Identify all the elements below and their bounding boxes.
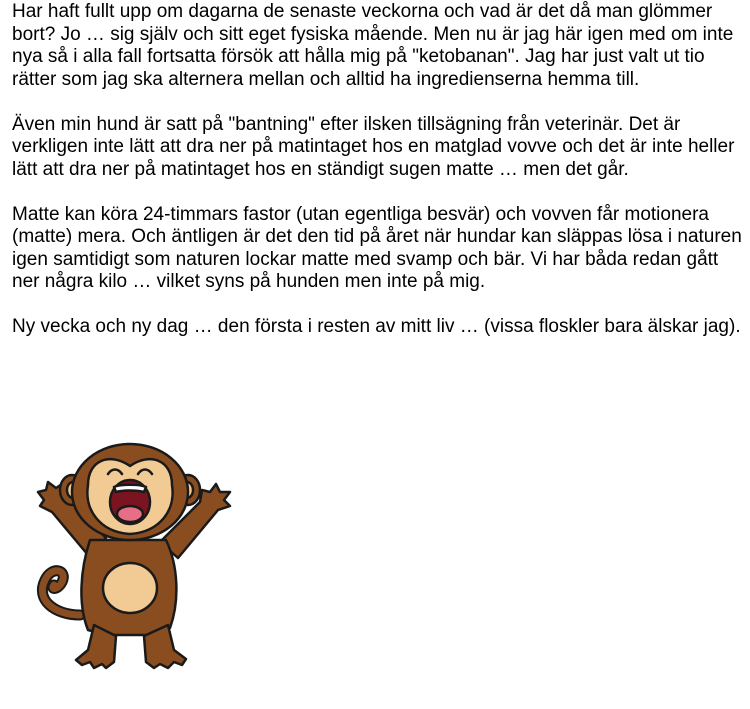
paragraph-2: Även min hund är satt på "bantning" efter ilsken tillsägning från veterinär. Det är verkligen inte lätt att dra ner på matintaget hos en matglad vovve och det är inte heller lätt att dra ner på matintaget hos en ständigt sugen matte … men det går. [12, 113, 735, 180]
cheering-monkey-icon [10, 440, 250, 680]
blog-post-body [12, 1, 742, 361]
paragraph-3: Matte kan köra 24-timmars fastor (utan egentliga besvär) och vovven får motionera (matte) mera. Och äntligen är det den tid på året när hundar kan släppas lösa i naturen igen samtidigt som naturen lockar matte med svamp och bär. Vi har båda redan gått ner några kilo … vilket syns på hunden men inte på mig. [12, 203, 742, 292]
paragraph-4: Ny vecka och ny dag … den första i resten av mitt liv … (vissa floskler bara älskar jag). [12, 316, 741, 337]
paragraph-1: Har haft fullt upp om dagarna de senaste veckorna och vad är det då man glömmer bort? Jo … sig själv och sitt eget fysiska mående. Men nu är jag här igen med om inte nya så i alla fall fortsatta försök att hålla mig på "ketobanan". Jag har just valt ut tio rätter som jag ska alternera mellan och alltid ha ingredienserna hemma till. [12, 1, 734, 90]
